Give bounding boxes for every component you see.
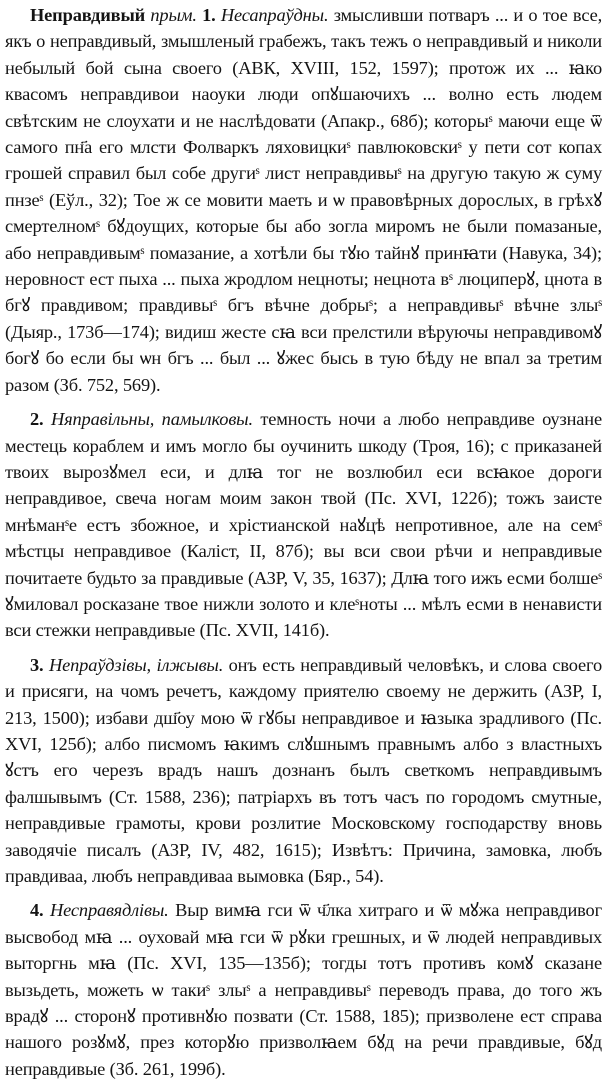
sense-3-citations: онъ есть неправдивый человѣкъ, и слова своего и присяги, на чомъ речетъ, каждому приятелю своему не держить (АЗР, I, 213, 1500); избави дш҃оу мою ѿ гꙋбы неправдивое и ꙗзыка зрадливого (Пс. XVI, 125б); албо писмомъ ꙗкимъ слꙋшнымъ правнымъ албо з властныхъ ꙋстъ его черезъ врадъ нашъ дознанъ былъ светкомъ неправдивымъ фалшывымъ (Ст. 1588, 236); патріархъ въ тотъ часъ по городомъ смутные, неправдивые грамоты, крови розлитие Московскому господарству вновь заводячіе писалъ (АЗР, IV, 482, 1615); Извѣтъ: Причина, замовка, любъ правдиваа, любъ неправдиваа вымовка (Бяр., 54).: [5, 654, 602, 886]
sense-1-gloss: Несапраўдны.: [220, 5, 329, 25]
sense-2-gloss: Няправільны, памылковы.: [50, 409, 253, 430]
sense-1-citations: змысливши потваръ ... и о тое все, якъ о неправдивый, змышленый грабежъ, такъ тежъ о неправдивый и николи небылый бой сына своего (АВК, XVIII, 152, 1597); протож их ... ꙗко квасомъ неправдивои наоуки люди опꙋшаючихъ ... волно есть людем свѣтским не слоухати и не наслѣдовати (Апакр., 68б); которыˢ маючи еще ѿ самого пн҃а его млсти Фолваркъ ляховицкиˢ павлюковскиˢ у пети сот копах грошей справил был собе другиˢ лист неправдивыˢ на другую такую ж суму пнзеˢ (Еўл., 32); Тое ж се мовити маеть и ѡ правовѣрных дорослых, в грѣхꙋ смертелномˢ бꙋдоущих, которые бы або зогла миромъ не были помазаные, або неправдивымˢ помазание, а хотѣли бы тꙋю тайнꙋ принꙗти (Навука, 34); неровност ест пыха ... пыха жродлом нецноты; нецнота вˢ люциперꙋ, цнота в бгꙋ правдивом; правдивыˢ бгъ вѣчне добрыˢ; а неправдивыˢ вѣчне злыˢ (Дыяр., 173б—174); видиш жесте сꙗ вси прелстили вѣруючы неправдивомꙋ богꙋ бо если бы ѡн бгъ ... был ... ꙋжес бысь в тую бѣду не впал за третим разом (Зб. 752, 569).: [5, 5, 603, 395]
sense-1-paragraph: [5, 2, 602, 398]
sense-3-paragraph: [5, 652, 602, 890]
sense-2-paragraph: [5, 406, 602, 644]
sense-2-number: 2.: [30, 409, 44, 430]
sense-1-number: 1.: [202, 5, 216, 25]
sense-4-number: 4.: [30, 900, 44, 921]
headword: Неправдивый: [30, 5, 146, 25]
dictionary-page: [5, 2, 602, 1087]
sense-4-gloss: Несправядлівы.: [49, 900, 169, 921]
sense-4-citations: Выр вимꙗ гси ѿ ч҃лка хитраго и ѿ мꙋжа неправдивог высвобод мꙗ ... оуховай мꙗ гси ѿ рꙋки грешных, и ѿ людей неправдивых выторгнь мꙗ (Пс. XVI, 135—135б); тогды тотъ противъ комꙋ сказане вызьдеть, можеть ѡ такиˢ злыˢ а неправдивыˢ переводъ права, до того жъ врадꙋ ... сторонꙋ противнꙋю позвати (Ст. 1588, 185); призволене ест справа нашого розꙋмꙋ, през которꙋю призволꙗем бꙋд на речи правдивые, бꙋд неправдивые (Зб. 261, 199б).: [5, 900, 602, 1079]
sense-2-citations: темность ночи а любо неправдиве оузнане местець кораблем и имъ могло бы оучинить шкоду (Троя, 16); с приказаней твоих вырозꙋмел еси, и длꙗ тог не возлюбил еси всꙗкое дороги неправдивое, свеча ногам моим закон твой (Пс. XVI, 122б); тожъ заисте мнѣманˢе естъ збожное, и хрістианской наꙋцѣ непротивное, але на семˢ мѣстцы неправдивое (Каліст, II, 87б); вы вси свои рѣчи и неправдивые почитаете будьто за правдивые (АЗР, V, 35, 1637); Длꙗ того ижъ есми болшеˢ ꙋмиловал росказане твое нижли золото и клеˢноты ... мѣлъ есми в ненависти вси стежки неправдивые (Пс. XVII, 141б).: [5, 409, 603, 641]
sense-3-number: 3.: [30, 654, 44, 675]
sense-4-paragraph: [5, 897, 602, 1082]
part-of-speech: прым.: [150, 5, 197, 25]
sense-3-gloss: Непраўдзівы, ілжывы.: [48, 654, 224, 675]
